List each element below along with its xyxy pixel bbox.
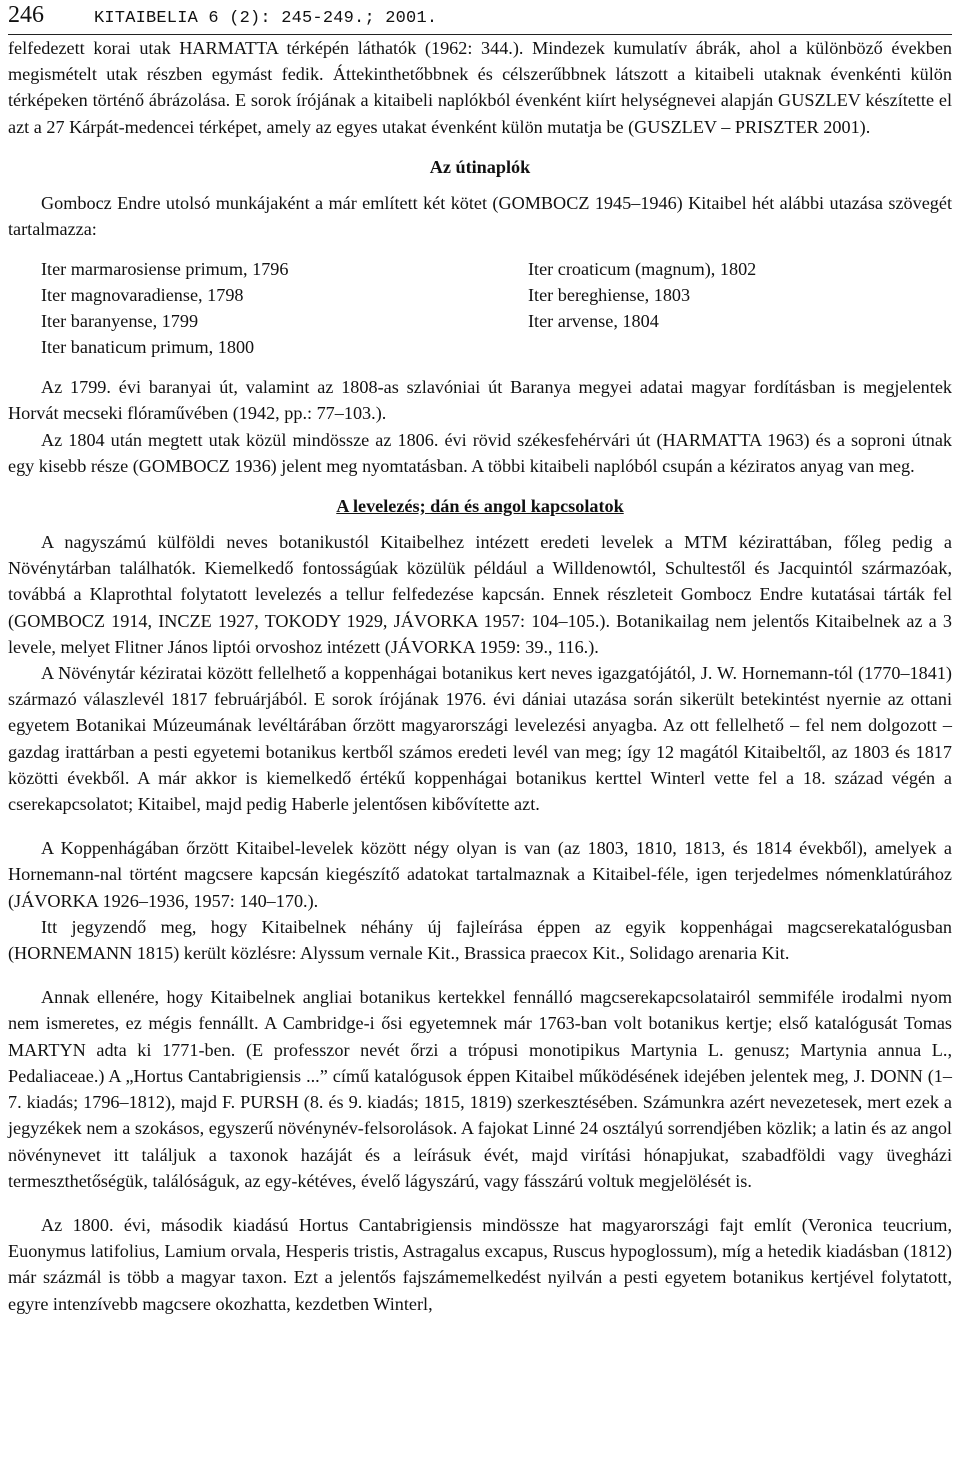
- utinaplok-intro-paragraph: Gombocz Endre utolsó munkájaként a már említett két kötet (GOMBOCZ 1945–1946) Kitaibel hét alábbi utazása szövegét tartalmazza:: [8, 192, 952, 240]
- list-item: Iter marmarosiense primum, 1796: [41, 259, 289, 280]
- list-item: Iter baranyense, 1799: [41, 311, 199, 332]
- page-number: 246: [8, 2, 44, 28]
- page-header: [8, 0, 952, 35]
- paragraph-gap: [8, 966, 952, 984]
- cambridge-paragraph: Annak ellenére, hogy Kitaibelnek angliai botanikus kertekkel fennálló magcserekapcsolatairól semmiféle irodalmi nyom nem ismeretes, ez mégis fennállt. A Cambridge-i ősi egyetemnek már 1763-ban volt botanikus kertje; első katalógusát Tomas MARTYN adta ki 1771-ben. (E professzor nevét őrzi a trópusi monotipikus Martynia L. genusz; Martynia annua L., Pedaliaceae.) A „Hortus Cantabrigiensis ...” című katalógusok éppen Kitaibel működésének idejében jelentek meg, J. DONN (1–7. kiadás; 1796–1812), majd F. PURSH (8. és 9. kiadás; 1815, 1819) szerkesztésében. Számunkra azért nevezetesek, mert ezek a jegyzékek nem a szokásos, egyszerű növénynév-felsorolások. A fajokat Linné 24 osztályú sorrendjében közlik; a latin és az angol növénynevet itt találjuk a taxonok hazáját és a leírásuk évét, majd virítási hónapjukat, szabadföldi vagy üvegházi termeszthetőségük, találóságuk, az egy-kétéves, évelő lágyszárú, vagy fásszárú voltuk megjelölését is.: [8, 987, 952, 1191]
- section-title-levelezes-text: A levelezés; dán és angol kapcsolatok: [336, 496, 624, 517]
- section-title-levelezes: [8, 493, 952, 519]
- list-item: Iter magnovaradiense, 1798: [41, 285, 244, 306]
- new-species-paragraph: Itt jegyzendő meg, hogy Kitaibelnek néhány új fajleírása éppen az egyik koppenhágai magcserekatalógusban (HORNEMANN 1815) került közlésre: Alyssum vernale Kit., Brassica praecox Kit., Solidago arenaria Kit.: [8, 916, 952, 964]
- hornemann-paragraph: A Növénytár kéziratai között fellelhető a koppenhágai botanikus kert neves igazgatójától, J. W. Hornemann-tól (1770–1841) származó válaszlevél 1817 februárjából. E sorok írójának 1976. évi dániai utazása során sikerült betekintést nyernie az ottani egyetem Botanikai Múzeumának levéltárában őrzött magyarországi levelezési anyagba. Az ott fellelhető – fel nem dolgozott – gazdag irattárban a pesti egyetemi botanikus kertből számos eredeti levél van meg; így 12 magától Kitaibeltől, az 1803 és 1817 közötti évekből. A már akkor is kiemelkedő értékű koppenhágai botanikus kerttel Winterl vette fel a 18. század végén a cserekapcsolatot; Kitaibel, majd pedig Haberle jelentősen kibővítette azt.: [8, 663, 952, 815]
- list-item: Iter banaticum primum, 1800: [41, 337, 255, 358]
- list-item: Iter bereghiense, 1803: [528, 285, 691, 306]
- section-title-utinaplok: Az útinaplók: [429, 156, 531, 177]
- itinerary-list: [8, 256, 952, 360]
- list-item: Iter arvense, 1804: [528, 311, 659, 332]
- letters-paragraph: A nagyszámú külföldi neves botanikustól Kitaibelhez intézett eredeti levelek a MTM kézirattában, főleg pedig a Növénytárban találhatók. Kiemelkedő fontosságúak közülük például a Willdenowtól, Schultestől és Jacquintól származóak, továbbá a Klaprothtal folytatott levelezés a tellur felfedezése kapcsán. Ennek részleteit Gombocz Endre kutatásai tárták fel (GOMBOCZ 1914, INCZE 1927, TOKODY 1929, JÁVORKA 1957: 104–105.). Botanikailag nem jelentős Kitaibelnek az a 3 levele, melyet Flitner János liptói orvoshoz intézett (JÁVORKA 1959: 39., 116.).: [8, 532, 952, 657]
- paragraph-gap: [8, 817, 952, 835]
- hortus-cantabrigiensis-paragraph: Az 1800. évi, második kiadású Hortus Cantabrigiensis mindössze hat magyarországi fajt említ (Veronica teucrium, Euonymus latifolius, Lamium orvala, Hesperis tristis, Astragalus excapus, Ruscus hypoglossum), míg a hetedik kiadásban (1812) már százmál is több a magyar taxon. Ezt a jelentős fajszámemelkedést nyilván a pesti egyetem botanikus kertjével folytatott, egyre intenzívebb magcsere okozhatta, kezdetben Winterl,: [8, 1214, 952, 1314]
- running-head: KITAIBELIA 6 (2): 245-249.; 2001.: [94, 9, 438, 28]
- baranya-paragraph: Az 1799. évi baranyai út, valamint az 1808-as szlavóniai út Baranya megyei adatai magyar fordításban is megjelentek Horvát mecseki flóraművében (1942, pp.: 77–103.).: [8, 377, 952, 424]
- intro-paragraph: felfedezett korai utak HARMATTA térképén láthatók (1962: 344.). Mindezek kumulatív ábrák, ahol a különböző években megismételt utak részben egymást fedik. Áttekinthetőbbnek és célszerűbbnek látszott a kitaibeli utaknak évenkénti külön térképeken történő ábrázolása. E sorok írójának a kitaibeli naplókból évenként kiírt helységnevei alapján GUSZLEV készítette el azt a 27 Kárpát-medencei térképet, amely az egyes utakat évenként külön mutatja be (GUSZLEV – PRISZTER 2001).: [8, 38, 952, 137]
- printed-journeys-paragraph: Az 1804 után megtett utak közül mindössze az 1806. évi rövid székesfehérvári út (HARMATTA 1963) és a soproni útnak egy kisebb része (GOMBOCZ 1936) jelent meg nyomtatásban. A többi kitaibeli naplóból csupán a kéziratos anyag van meg.: [8, 429, 952, 476]
- body-text: [8, 35, 952, 1317]
- paragraph-gap: [8, 1194, 952, 1212]
- list-item: Iter croaticum (magnum), 1802: [528, 259, 757, 280]
- copenhagen-letters-paragraph: A Koppenhágában őrzött Kitaibel-levelek között négy olyan is van (az 1803, 1810, 1813, és 1814 évekből), amelyek a Hornemann-nal történt magcsere kapcsán kiegészítő adatokat tartalmaznak a Kitaibel-féle, igen terjedelmes nómenklatúrához (JÁVORKA 1926–1936, 1957: 140–170.).: [8, 838, 952, 911]
